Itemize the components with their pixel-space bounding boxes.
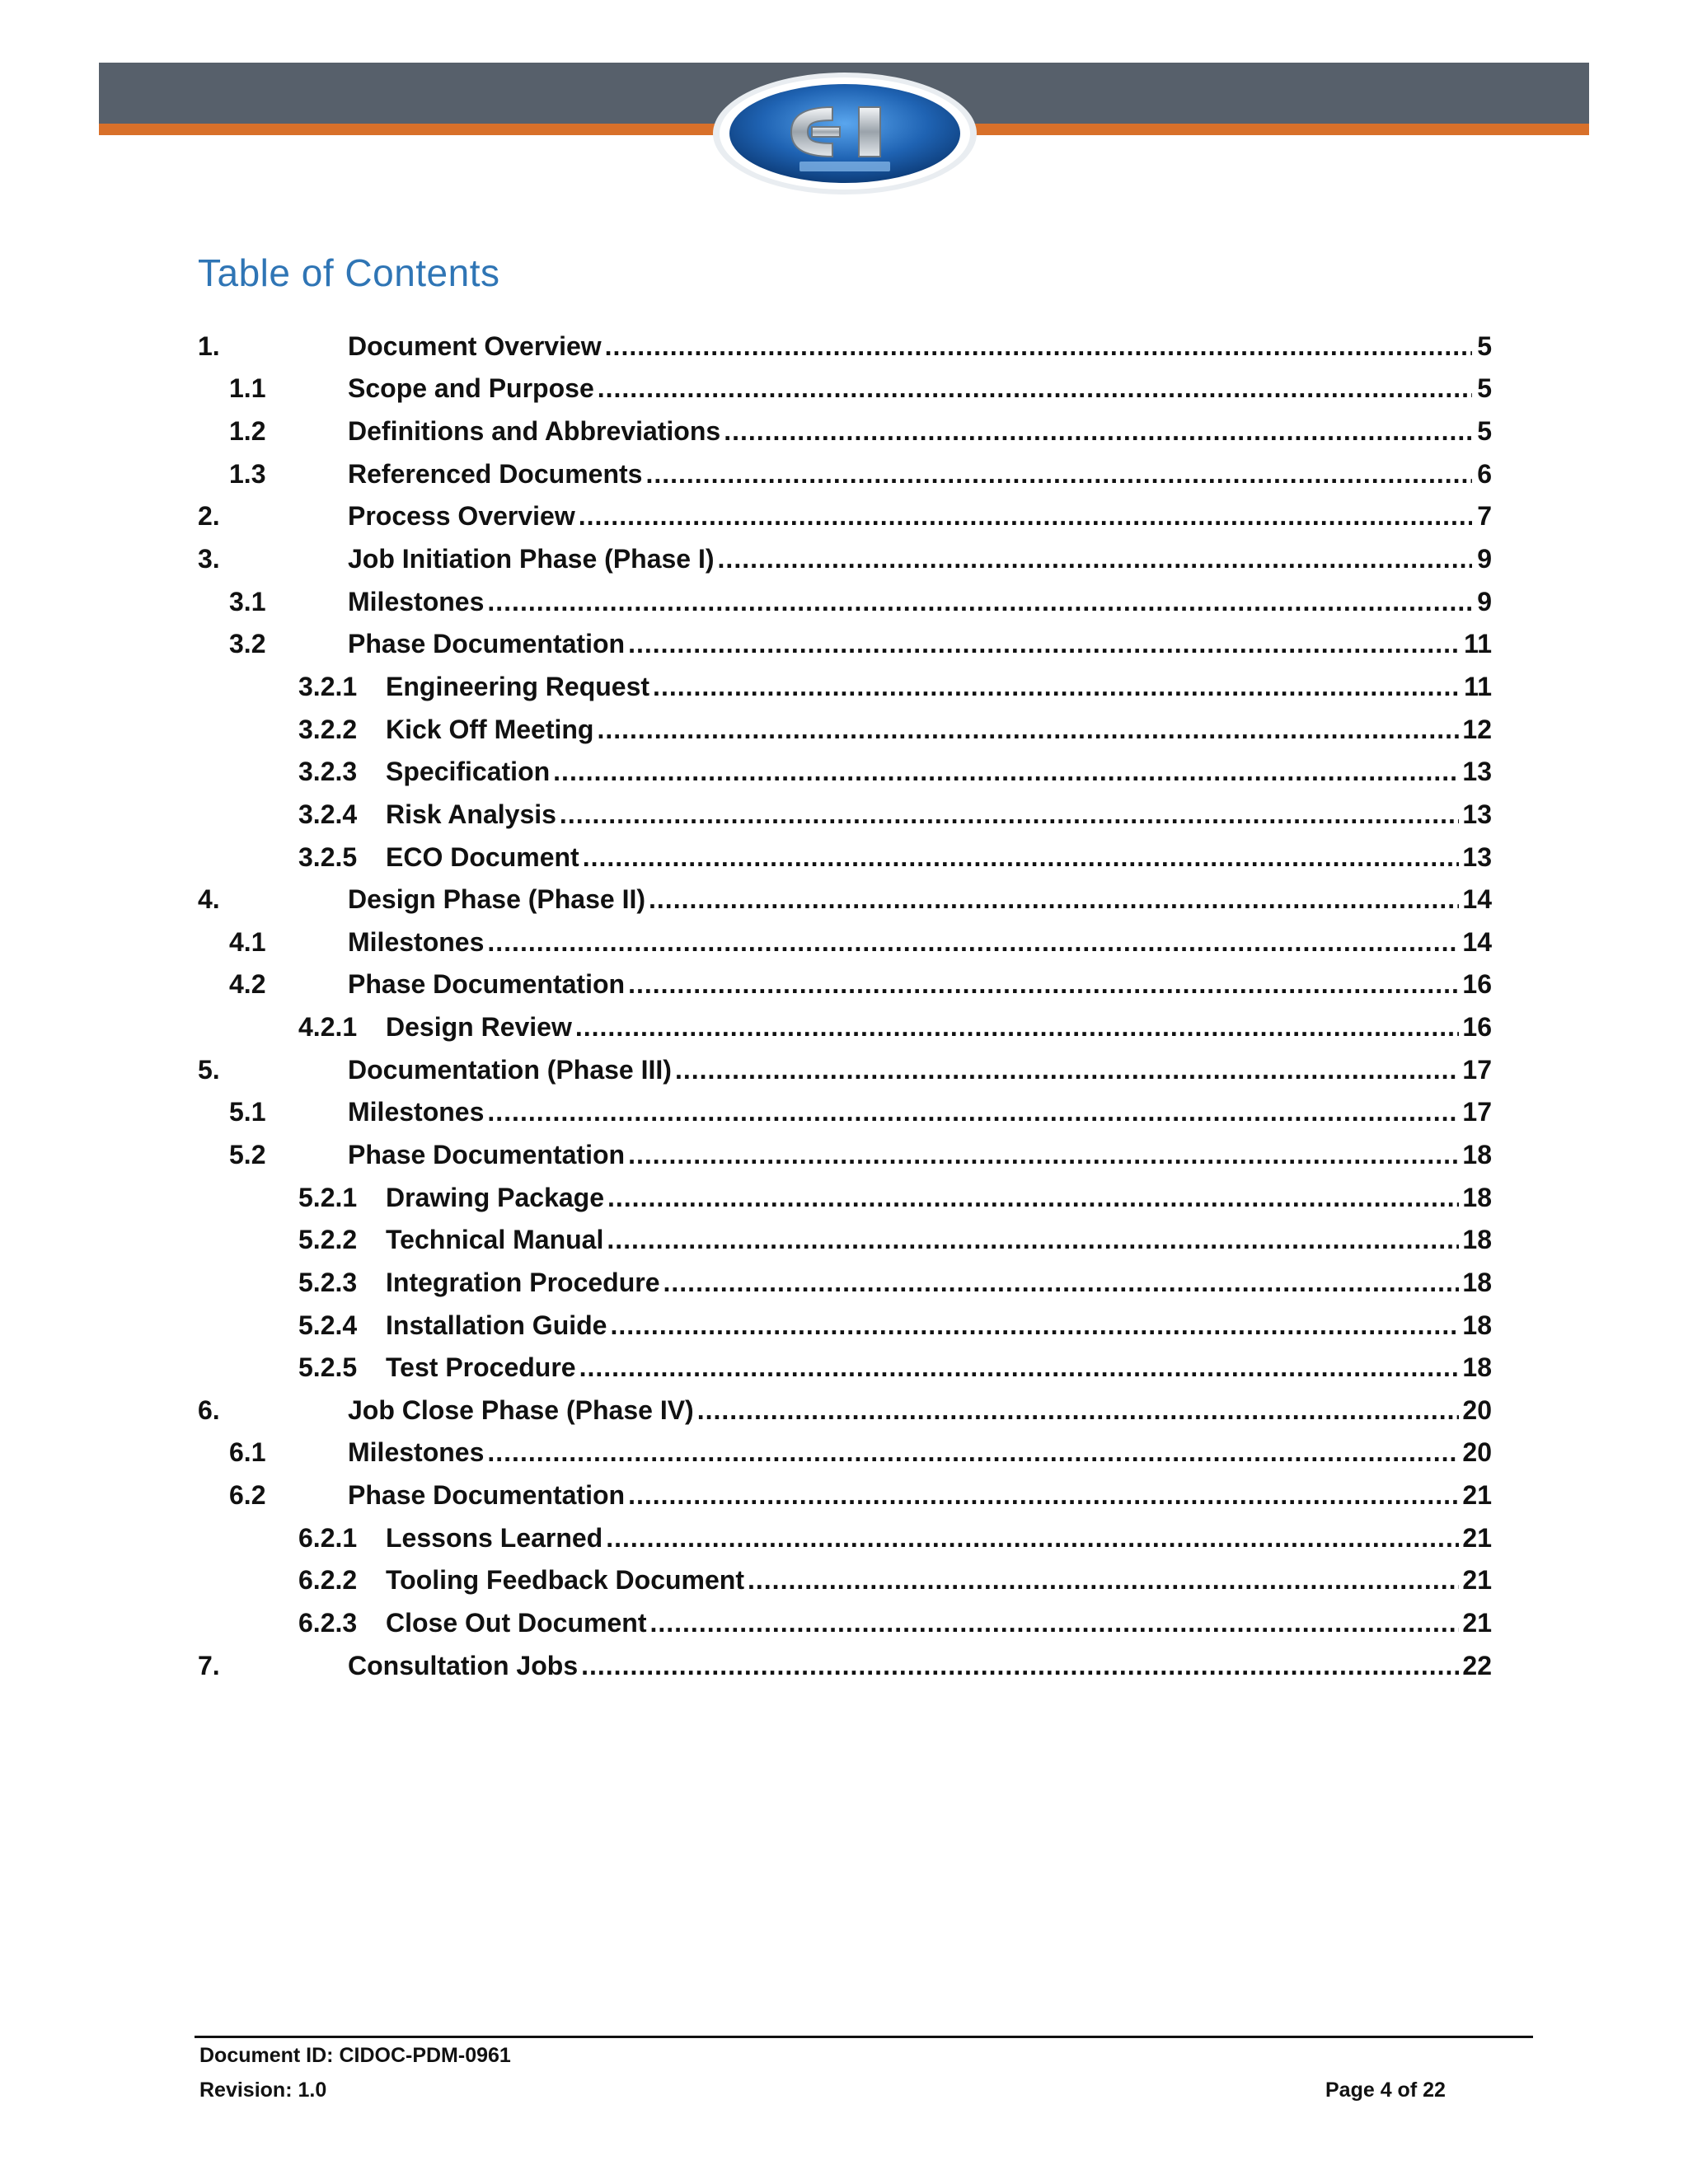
toc-entry[interactable] [198,325,1492,368]
toc-entry-number: 5.2.2 [298,1225,358,1255]
toc-entry-page: 13 [1462,799,1492,829]
toc-entry-page: 20 [1462,1437,1492,1468]
toc-list [198,325,1492,1687]
toc-entry-link[interactable] [348,921,1492,963]
toc-entry[interactable] [198,921,1492,963]
toc-entry[interactable] [198,495,1492,538]
toc-entry[interactable] [198,1432,1492,1474]
toc-dot-leader [610,1312,1459,1338]
toc-entry-title: Phase Documentation [348,1480,626,1511]
toc-entry-page: 18 [1462,1267,1492,1297]
toc-entry-title: Engineering Request [386,671,650,701]
toc-dot-leader [649,886,1459,912]
toc-entry-link[interactable] [348,580,1492,623]
toc-entry[interactable] [198,452,1492,495]
toc-entry[interactable] [198,1091,1492,1134]
toc-entry-title: Phase Documentation [348,1139,626,1169]
toc-entry-link[interactable] [348,963,1492,1006]
toc-entry-page: 11 [1464,629,1492,659]
toc-entry-number: 3. [198,544,220,574]
toc-dot-leader [583,844,1460,870]
toc-entry-number: 5.2.5 [298,1352,358,1383]
toc-entry-link[interactable] [348,368,1492,410]
toc-entry-link[interactable] [386,750,1492,793]
toc-dot-leader [675,1057,1459,1083]
toc-entry-page: 17 [1462,1097,1492,1127]
toc-entry-title: Scope and Purpose [348,373,594,404]
toc-entry-title: Milestones [348,1437,485,1468]
toc-entry-link[interactable] [386,1176,1492,1219]
toc-dot-leader [487,1439,1459,1465]
toc-entry-title: Milestones [348,586,485,616]
toc-entry[interactable] [198,580,1492,623]
toc-entry-title: Drawing Package [386,1182,604,1212]
toc-entry-link[interactable] [386,1218,1492,1261]
toc-entry-page: 16 [1462,969,1492,1000]
toc-dot-leader [645,461,1472,487]
toc-entry[interactable] [198,836,1492,879]
ci-innovation-logo-icon [709,68,981,199]
toc-dot-leader [628,1482,1459,1508]
toc-dot-leader [579,503,1472,529]
toc-entry-title: Job Initiation Phase (Phase I) [348,544,715,574]
toc-entry-link[interactable] [348,1432,1492,1474]
toc-entry-page: 21 [1462,1480,1492,1511]
toc-entry-number: 4.2.1 [298,1012,358,1043]
toc-entry-page: 7 [1477,501,1492,532]
toc-entry-title: Phase Documentation [348,969,626,1000]
toc-entry-page: 9 [1477,586,1492,616]
toc-dot-leader [649,1610,1459,1636]
toc-entry-link[interactable] [348,1091,1492,1134]
toc-entry-page: 18 [1462,1310,1492,1340]
toc-dot-leader [553,758,1459,785]
toc-entry-title: Integration Procedure [386,1267,660,1297]
toc-entry[interactable] [198,1005,1492,1048]
toc-entry[interactable] [198,1474,1492,1516]
toc-dot-leader [628,630,1461,657]
toc-entry[interactable] [198,1304,1492,1347]
toc-dot-leader [581,1652,1459,1679]
toc-dot-leader [487,1099,1459,1125]
toc-dot-leader [487,588,1472,615]
toc-entry-number: 6.2.2 [298,1565,358,1596]
toc-entry[interactable] [198,1218,1492,1261]
toc-entry-link[interactable] [386,836,1492,879]
toc-dot-leader [598,375,1472,401]
toc-dot-leader [606,1525,1459,1551]
toc-dot-leader [597,716,1459,743]
toc-dot-leader [575,1014,1460,1040]
toc-dot-leader [718,546,1472,572]
toc-entry-link[interactable] [386,1261,1492,1304]
toc-entry-number: 3.2.4 [298,799,358,829]
toc-entry-number: 1.3 [229,458,266,489]
toc-entry-title: ECO Document [386,841,579,872]
toc-entry-page: 11 [1464,671,1492,701]
toc-entry-title: Tooling Feedback Document [386,1565,744,1596]
toc-entry-page: 13 [1462,757,1492,787]
toc-entry-title: Milestones [348,926,485,957]
toc-entry-link[interactable] [386,1601,1492,1644]
toc-entry[interactable] [198,878,1492,921]
toc-entry-page: 17 [1462,1054,1492,1085]
toc-entry-number: 5.2.4 [298,1310,358,1340]
toc-entry-number: 1.1 [229,373,266,404]
toc-dot-leader [579,1354,1460,1380]
toc-entry-link[interactable] [348,325,1492,368]
toc-entry-title: Test Procedure [386,1352,576,1383]
toc-entry-page: 18 [1462,1182,1492,1212]
toc-entry-page: 6 [1477,458,1492,489]
toc-entry-page: 21 [1462,1565,1492,1596]
toc-entry[interactable] [198,1516,1492,1559]
toc-dot-leader [487,929,1459,955]
toc-entry-link[interactable] [386,793,1492,836]
toc-entry-link[interactable] [386,1005,1492,1048]
toc-entry-number: 6.1 [229,1437,266,1468]
toc-entry-page: 21 [1462,1522,1492,1553]
toc-entry[interactable] [198,1601,1492,1644]
toc-entry-link[interactable] [348,878,1492,921]
toc-entry-title: Process Overview [348,501,575,532]
toc-dot-leader [628,971,1459,997]
toc-entry-link[interactable] [386,1346,1492,1389]
toc-entry-page: 16 [1462,1012,1492,1043]
toc-dot-leader [560,801,1459,827]
toc-entry-number: 6. [198,1394,220,1425]
toc-entry[interactable] [198,537,1492,580]
toc-entry-title: Document Overview [348,330,602,361]
toc-entry-link[interactable] [386,665,1492,708]
toc-entry-link[interactable] [348,410,1492,452]
toc-dot-leader [607,1226,1459,1253]
toc-entry[interactable] [198,410,1492,452]
toc-entry-title: Design Phase (Phase II) [348,884,646,915]
toc-entry-link[interactable] [348,452,1492,495]
toc-entry-number: 5. [198,1054,220,1085]
toc-entry-number: 1.2 [229,416,266,447]
toc-entry-number: 7. [198,1650,220,1680]
toc-entry[interactable] [198,1176,1492,1219]
toc-dot-leader [724,418,1472,444]
toc-entry-title: Specification [386,757,551,787]
toc-entry-link[interactable] [348,1048,1492,1091]
toc-entry[interactable] [198,750,1492,793]
toc-entry-title: Risk Analysis [386,799,556,829]
footer-revision: Revision: 1.0 [199,2079,327,2102]
toc-entry[interactable] [198,1389,1492,1432]
toc-entry-number: 3.2 [229,629,266,659]
toc-entry-page: 13 [1462,841,1492,872]
toc-entry-link[interactable] [348,1133,1492,1176]
toc-entry-title: Kick Off Meeting [386,714,594,744]
toc-entry-page: 21 [1462,1608,1492,1638]
footer-document-id: Document ID: CIDOC-PDM-0961 [199,2044,511,2067]
toc-entry-page: 14 [1462,884,1492,915]
toc-entry-title: Design Review [386,1012,572,1043]
toc-entry-title: Consultation Jobs [348,1650,579,1680]
toc-entry-number: 2. [198,501,220,532]
footer-page-number: Page 4 of 22 [1325,2079,1446,2102]
toc-dot-leader [653,673,1461,700]
toc-entry-title: Job Close Phase (Phase IV) [348,1394,694,1425]
toc-entry[interactable] [198,622,1492,665]
toc-entry-number: 3.1 [229,586,266,616]
toc-entry-number: 5.2.1 [298,1182,358,1212]
toc-entry-number: 4. [198,884,220,915]
toc-entry-title: Lessons Learned [386,1522,603,1553]
toc-entry-number: 1. [198,330,220,361]
toc-entry-page: 12 [1462,714,1492,744]
toc-entry-number: 3.2.2 [298,714,358,744]
toc-dot-leader [628,1141,1459,1168]
toc-entry-link[interactable] [386,708,1492,751]
toc-entry[interactable] [198,665,1492,708]
toc-entry-title: Technical Manual [386,1225,604,1255]
footer-divider [195,2036,1533,2038]
toc-entry-title: Close Out Document [386,1608,647,1638]
toc-entry[interactable] [198,1346,1492,1389]
toc-entry-page: 18 [1462,1352,1492,1383]
toc-entry-page: 9 [1477,544,1492,574]
toc-entry-number: 6.2 [229,1480,266,1511]
toc-entry-page: 20 [1462,1394,1492,1425]
toc-entry-title: Documentation (Phase III) [348,1054,672,1085]
toc-title: Table of Contents [198,251,500,294]
toc-entry-number: 5.2.3 [298,1267,358,1297]
toc-entry-title: Referenced Documents [348,458,643,489]
toc-dot-leader [663,1269,1460,1296]
toc-entry-number: 3.2.5 [298,841,358,872]
toc-entry-link[interactable] [386,1559,1492,1602]
toc-entry[interactable] [198,1261,1492,1304]
toc-entry-link[interactable] [348,1644,1492,1687]
toc-entry-link[interactable] [348,622,1492,665]
toc-entry-page: 5 [1477,330,1492,361]
toc-entry-link[interactable] [348,495,1492,538]
toc-entry[interactable] [198,1048,1492,1091]
toc-entry-title: Phase Documentation [348,629,626,659]
toc-entry-title: Definitions and Abbreviations [348,416,721,447]
toc-entry-number: 4.1 [229,926,266,957]
toc-entry-page: 18 [1462,1139,1492,1169]
toc-entry[interactable] [198,793,1492,836]
toc-entry-number: 5.2 [229,1139,266,1169]
toc-entry-number: 5.1 [229,1097,266,1127]
toc-entry-link[interactable] [386,1304,1492,1347]
toc-entry-title: Milestones [348,1097,485,1127]
toc-dot-leader [607,1184,1459,1211]
toc-dot-leader [605,333,1472,359]
toc-entry-link[interactable] [386,1516,1492,1559]
toc-entry-number: 3.2.1 [298,671,358,701]
toc-entry[interactable] [198,1559,1492,1602]
toc-entry-page: 22 [1462,1650,1492,1680]
toc-entry[interactable] [198,963,1492,1006]
toc-entry-link[interactable] [348,537,1492,580]
toc-entry-page: 18 [1462,1225,1492,1255]
toc-entry[interactable] [198,368,1492,410]
toc-entry[interactable] [198,708,1492,751]
toc-entry-link[interactable] [348,1389,1492,1432]
toc-entry-number: 6.2.3 [298,1608,358,1638]
toc-entry-number: 6.2.1 [298,1522,358,1553]
toc-entry-link[interactable] [348,1474,1492,1516]
toc-entry[interactable] [198,1644,1492,1687]
toc-entry-title: Installation Guide [386,1310,607,1340]
toc-dot-leader [748,1567,1459,1593]
toc-entry-page: 5 [1477,373,1492,404]
toc-entry-number: 3.2.3 [298,757,358,787]
toc-entry[interactable] [198,1133,1492,1176]
toc-dot-leader [697,1397,1460,1423]
toc-entry-page: 14 [1462,926,1492,957]
toc-entry-number: 4.2 [229,969,266,1000]
toc-entry-page: 5 [1477,416,1492,447]
